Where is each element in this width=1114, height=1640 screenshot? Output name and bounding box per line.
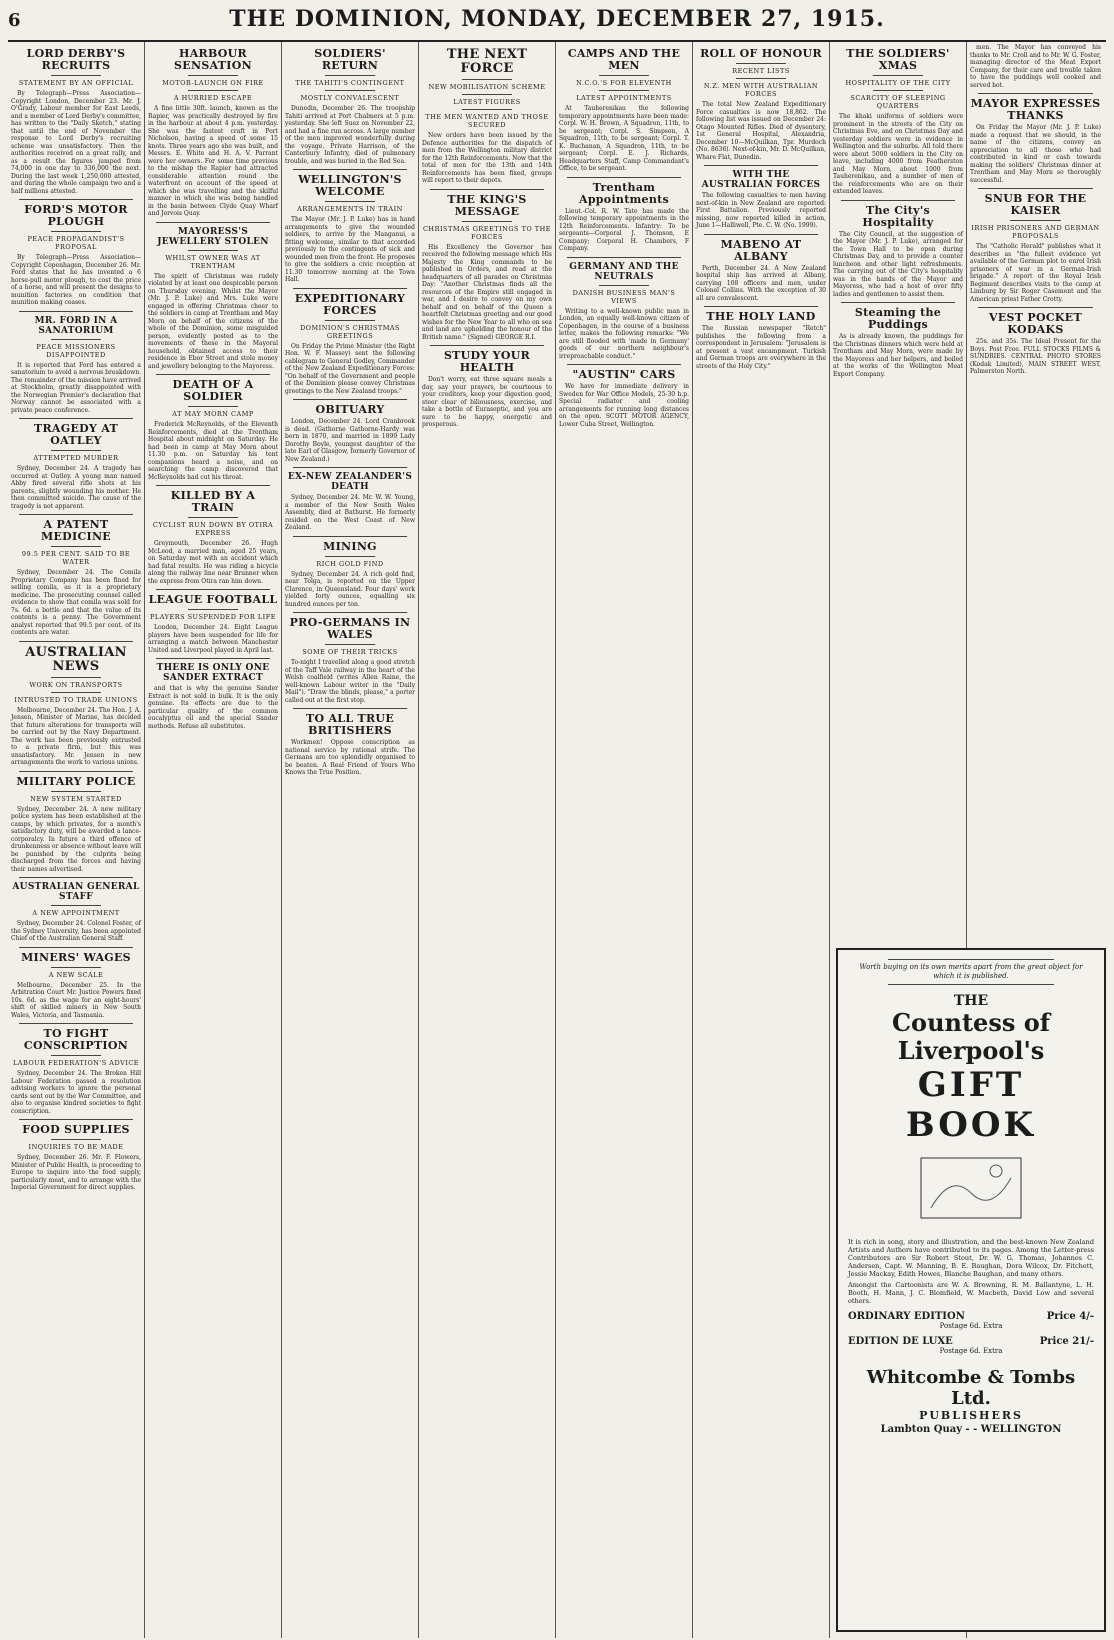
article-headline: A PATENT MEDICINE	[41, 518, 111, 543]
article-body: London, December 24. Lord Cranbrook is dead. (Gathorne Gathorne-Hardy was born in 1870, and married in 1899 Lady Dorothy Boyle, youngest daughter of the late Earl of Glasgow, formerly Governor of New Zealand.)	[285, 418, 415, 463]
article-headline: AUSTRALIAN GENERAL STAFF	[12, 882, 140, 902]
article-body: Sydney, December 24. The Broken Hill Labour Federation passed a resolution advising workers to ignore the personal cards sent out by the War Committee, and also to organise kindred societies to fight conscription.	[11, 1070, 141, 1115]
article	[11, 199, 141, 307]
article-subheading: LATEST APPOINTMENTS	[576, 94, 672, 102]
article-headline: PRO-GERMANS IN WALES	[289, 616, 411, 641]
article-subheading: THE TAHITI'S CONTINGENT	[295, 79, 405, 87]
article	[285, 467, 415, 532]
article	[11, 641, 141, 767]
article-headline: GERMANY AND THE NEUTRALS	[569, 261, 679, 282]
article-body: His Excellency the Governor has received the following message which His Majesty the King commands to be published in Orders, and read at the headquarters of all parades on Christmas Day: "Another Christmas finds all the resources of the Empire still engaged in war, and I desire to convey on my own behalf and on behalf of the Queen a heartfelt Christmas greeting and our good wishes for the New Year to all who on sea and land are upholding the honour of the British name." (Signed) GEORGE R.I.	[422, 243, 552, 341]
article-headline: SNUB FOR THE KAISER	[984, 192, 1087, 217]
article-headline: SOLDIERS' RETURN	[314, 47, 386, 72]
article-subheading: THE MEN WANTED AND THOSE SECURED	[425, 113, 549, 129]
article-body: Greymouth, December 26. Hugh McLeod, a married man, aged 25 years, on Saturday met with an accident which had fatal results. He was riding a bicycle along the railway line near Brunner when the express from Otira ran him down.	[148, 540, 278, 585]
article	[285, 708, 415, 777]
article-body: New orders have been issued by the Defence authorities for the dispatch of men from the Wellington military district for the 12th Reinforcements. Now that the total of men for the 13th and 14th Reinforcements has been fixed, groups will report to their depots.	[422, 132, 552, 184]
article	[11, 311, 141, 415]
newspaper-title: THE DOMINION, MONDAY, DECEMBER 27, 1915.	[229, 6, 885, 32]
article-headline: TO ALL TRUE BRITISHERS	[305, 712, 395, 737]
article-subheading: A NEW SCALE	[48, 970, 104, 979]
publisher-role: PUBLISHERS	[919, 1409, 1023, 1422]
article	[422, 345, 552, 429]
article-subheading: ATTEMPTED MURDER	[33, 454, 119, 462]
column-1	[8, 42, 145, 1638]
article-body: Workmen! Oppose conscription as national service by rational strife. The Germans are too splendidly organised to be beaten. A Real Friend of Yours Who Knows the True Position.	[285, 739, 415, 776]
article-subheading: N.Z. MEN WITH AUSTRALIAN FORCES	[703, 82, 819, 98]
article-body: The City Council, at the suggestion of the Mayor (Mr. J. P. Luke), arranged for the Town Hall to be open during Christmas Day, and to provide a counter luncheon and other light refreshments. The carrying out of the City's hospitality was in the hands of the Mayor and Mayoress, who had a host of over fifty ladies and gentlemen to assist them.	[833, 230, 963, 298]
article	[970, 44, 1101, 89]
article	[285, 536, 415, 609]
article-body: Sydney, December 24. A rich gold find, near Tolga, is reported on the Upper Clarence, in Queensland. Four days' work yielded forty ounces, equalling six hundred ounces per ton.	[285, 570, 415, 608]
article-subheading: PEACE PROPAGANDIST'S PROPOSAL	[27, 235, 125, 251]
article-headline: EX-NEW ZEALANDER'S DEATH	[287, 472, 413, 492]
article	[696, 306, 826, 370]
article	[11, 48, 141, 195]
article-body: On Friday the Mayor (Mr. J. P. Luke) made a request that we should, in the name of the citizens, convey an appreciation to all those who had contributed in kind or cash towards making the soldiers' Christmas dinner at Trentham and May Morn so thoroughly successful.	[970, 124, 1101, 184]
article-headline: THERE IS ONLY ONE SANDER EXTRACT	[156, 663, 270, 683]
article-subheading: WORK ON TRANSPORTS	[29, 680, 123, 689]
article	[148, 222, 278, 371]
gift-book-advertisement: Worth buying on its own merits apart from the great object for which it is published. THE Countess of Liverpool's GIFT BOOK It is rich in song, story and illustration, and the best-known New Zealand Artists and Authors have contributed to its pages. Among the Letter-press Contributors are Sir Robert Stout, Dr. W. G. Thomas, Johannes C. Andersen, Capt. W. Manning, B. E. Baughan, Dora Wilcox, Dr. Fitchett, Jessie Mackay, Edith Howes, Blanche Baughan, and many others. Amongst the Cartoonists are W. A. Browning, R. M. Ballantyne, L. H. Booth, H. Mann, J. C. Blomfield, W. Macbeth, David Low and several others. ORDINARY EDITION Price 4/- Postage 6d. Extra EDITION DE LUXE Price 21/- Postage 6d. Extra Whitcombe & Tombs Ltd. PUBLISHERS Lambton Quay - - WELLINGTON	[836, 948, 1106, 1632]
article	[559, 177, 689, 253]
article	[148, 48, 278, 218]
article-subheading: WHILST OWNER WAS AT TRENTHAM	[165, 253, 261, 270]
article-body: The Russian newspaper "Retch" publishes the following from a correspondent in Jerusalem: "Jerusalem is at present a vast encampment. Turkish and German troops are everywhere in the streets of the Holy City."	[696, 325, 826, 370]
article	[422, 189, 552, 342]
article-subheading: SOME OF THEIR TRICKS	[302, 648, 398, 656]
article-body: Sydney, December 24. The Comila Proprietary Company has been fined for selling comila, as it is a proprietary medicine. The prosecuting counsel called evidence to show that comila was sold for 7s. 6d. a bottle and that the value of its contents is a penny. The Government analyst reported that 99.5 per cent. of its contents are water.	[11, 569, 141, 636]
article	[11, 514, 141, 637]
column-3	[282, 42, 419, 1638]
article-body: Sydney, December 24. A new military police system has been established at the camps, by which privates, for a month's satisfactory duty, will be awarded a lance-corporalcy. In future a third offence of drunkenness or absence without leave will be punished by the culprits being discharged from the forces and having their names advertised.	[11, 805, 141, 873]
article-subheading: A NEW APPOINTMENT	[32, 909, 120, 917]
article-headline: TRAGEDY AT OATLEY	[34, 422, 118, 447]
article	[559, 48, 689, 173]
gift-body-2: Amongst the Cartoonists are W. A. Browning, R. M. Ballantyne, L. H. Booth, H. Mann, J. C. Blomfield, W. Macbeth, David Low and several others.	[848, 1281, 1094, 1305]
article-body: Writing to a well-known public man in London, an equally well-known citizen of Copenhagen, in the course of a business letter, makes the following remarks: "We are still flooded with 'made in Germany' goods of our northern neighbour's irreproachable conduct."	[559, 307, 689, 360]
article-body: 25s. and 35s. The Ideal Present for the Boys. Post Free. FULL STOCKS FILMS & SUNDRIES. CENTRAL PHOTO STORES (Kodak Limited), MAIN STREET WEST, Palmerston North.	[970, 338, 1101, 375]
article-headline: CAMPS AND THE MEN	[567, 47, 681, 72]
article-body: men. The Mayor has conveyed his thanks to Mr. Croll and to Mr. W. G. Foster, managing director of the Meat Export Company, for their care and trouble taken to have the puddings well cooked and served hot.	[970, 44, 1101, 89]
article-subheading: A HURRIED ESCAPE	[173, 94, 253, 102]
article-headline: THE HOLY LAND	[706, 310, 816, 323]
article-headline: AUSTRALIAN NEWS	[25, 644, 127, 674]
article-headline: MILITARY POLICE	[16, 774, 136, 788]
article-headline: OBITUARY	[315, 403, 385, 416]
article-headline: FOOD SUPPLIES	[22, 1123, 130, 1136]
article-body: The "Catholic Herald" publishes what it describes as "the fullest evidence yet available of the German plot to enrol Irish prisoners of war in a German-Irish brigade." A report of the Royal Irish Regiment describes visits to the camp at Limburg by Sir Roger Casement and the American priest Father Crotty.	[970, 243, 1101, 303]
article-body: London, December 24. Eight League players have been suspended for life for arranging a match between Manchester United and Liverpool played in April last.	[148, 624, 278, 654]
article-body: Sydney, December 26. Mr. F. Flowers, Minister of Public Health, is proceeding to Europe to inquire into the food supply, particularly meat, and to arrange with the Imperial Government for direct supplies.	[11, 1154, 141, 1191]
article	[285, 48, 415, 165]
article-headline: Steaming the Puddings	[854, 306, 942, 331]
article	[285, 399, 415, 463]
article-body: The total New Zealand Expeditionary Force casualties is now 18,862. The following list was issued on December 24: Otago Mounted Rifles. Died of dysentery, 1st General Hospital, Alexandria, December 10—McQuilkan, Tpr. Murdoch (No. 8636). Next-of-kin, Mr. D. McQuilkan, Whare Flat, Dunedin.	[696, 101, 826, 161]
article-subheading: N.C.O.'S FOR ELEVENTH	[576, 79, 672, 87]
article-subheading: NEW MOBILISATION SCHEME	[428, 83, 546, 91]
article-headline: Trentham Appointments	[578, 180, 670, 206]
article-body: Lieut.-Col. R. W. Tate has made the following temporary appointments in the 12th Reinforcements. Infantry: To be sergeants—Corporal J. Thomson, E Company; Corporal H. Chambers, F Company.	[559, 207, 689, 252]
article	[422, 48, 552, 185]
article-subheading: LATEST FIGURES	[453, 98, 521, 106]
publisher-name: Whitcombe & Tombs Ltd.	[866, 1367, 1076, 1409]
article-subheading: IRISH PRISONERS AND GERMAN PROPOSALS	[971, 224, 1100, 240]
article-headline: MR. FORD IN A SANATORIUM	[34, 315, 118, 336]
article	[285, 612, 415, 704]
article-headline: KILLED BY A TRAIN	[170, 489, 256, 514]
gift-title: Countess of Liverpool's	[891, 1008, 1051, 1065]
article	[148, 658, 278, 730]
deluxe-edition: EDITION DE LUXE Price 21/-	[848, 1336, 1094, 1347]
article-subheading: INQUIRIES TO BE MADE	[28, 1143, 124, 1151]
article	[970, 93, 1101, 184]
article-headline: DEATH OF A SOLDIER	[172, 378, 254, 403]
gift-the: THE	[953, 993, 989, 1009]
article-body: Dunedin, December 26. The troopship Tahiti arrived at Port Chalmers at 5 p.m. yesterday. She left Suez on November 22, and had a fine run across. A large number of the men improved wonderfully during the voyage. Private Harrison, of the Canterbury Infantry, died of pulmonary trouble, and was buried in the Red Sea.	[285, 105, 415, 165]
article-headline: THE NEXT FORCE	[446, 47, 528, 76]
article-body: On Friday the Prime Minister (the Right Hon. W. F. Massey) sent the following cablegram to General Godley, Commander of the New Zealand Expeditionary Forces: "On behalf of the Government and people of the Dominion please convey Christmas greetings to the New Zealand troops."	[285, 342, 415, 395]
column-6	[693, 42, 830, 1638]
article-headline: The City's Hospitality	[862, 203, 934, 229]
article	[285, 169, 415, 284]
article	[833, 200, 963, 299]
publisher-address: Lambton Quay - - WELLINGTON	[880, 1424, 1062, 1435]
article	[833, 302, 963, 378]
article	[970, 307, 1101, 376]
masthead	[8, 6, 1106, 42]
article-body: To-night I travelled along a good stretch of the Taff Vale railway in the heart of the Welsh coalfield (writes Allen Raine, the well-known Labour writer in the "Daily Mail"). "Draw the blinds, please," a porter called out at the first stop.	[285, 659, 415, 704]
column-4	[419, 42, 556, 1638]
gift-book-word: GIFT BOOK	[905, 1065, 1037, 1145]
gift-note: Worth buying on its own merits apart from the great object for which it is published.	[859, 963, 1083, 980]
book-illustration	[911, 1153, 1031, 1223]
article	[833, 48, 963, 196]
article-body: By Telegraph—Press Association—Copyright London, December 23. Mr. J. O'Grady, Labour member for East Leeds, and a member of Lord Derby's committee, has written to the "Daily Sketch," stating that until the end of November the response to Lord Derby's recruiting scheme was unsatisfactory. Then the authorities received on a great rally, and as a result the figures jumped from 74,000 in one day to 336,000 the next. During the last week 1,250,000 attested, and during the whole campaign two and a half millions attested.	[11, 90, 141, 195]
article-body: Melbourne, December 24. The Hon. J. A. Jensen, Minister of Marine, has decided that future alterations for transports will be carried out by the Navy Department. The work has been previously entrusted to a private firm, but this was unsatisfactory. Mr. Jensen in new arrangements the work to various unions.	[11, 706, 141, 766]
article-headline: HARBOUR SENSATION	[174, 47, 252, 72]
article	[285, 288, 415, 396]
article-headline: STUDY YOUR HEALTH	[443, 349, 531, 374]
ordinary-edition: ORDINARY EDITION Price 4/-	[848, 1311, 1094, 1322]
article-headline: THE SOLDIERS' XMAS	[846, 47, 950, 72]
article-subheading: NEW SYSTEM STARTED	[30, 794, 122, 803]
article-body: Melbourne, December 25. In the Arbitration Court Mr. Justice Powers fixed 10s. 6d. as the wage for an eight-hours' shift of skilled miners in New South Wales, Victoria, and Tasmania.	[11, 981, 141, 1019]
article-subheading: RICH GOLD FIND	[316, 559, 384, 568]
article-headline: MAYOR EXPRESSES THANKS	[970, 97, 1101, 122]
article-headline: MABENO AT ALBANY	[720, 237, 802, 263]
article-headline: ROLL OF HONOUR	[700, 47, 822, 60]
article	[148, 485, 278, 585]
article-subheading: PLAYERS SUSPENDED FOR LIFE	[150, 613, 276, 621]
article-body: The khaki uniforms of soldiers were prominent in the streets of the City on Christmas Eve, and on Christmas Day and yesterday soldiers were in evidence in Wellington and the suburbs. All told there were about 5000 soldiers in the City on leave, including 4000 from Featherston and May Morn, about 1000 from Tauherenikau, and a number of men of the reinforcements who are on their extended leaves.	[833, 113, 963, 195]
article	[559, 257, 689, 361]
article-headline: TO FIGHT CONSCRIPTION	[23, 1027, 129, 1052]
article-subheading: 99.5 PER CENT. SAID TO BE WATER	[21, 550, 131, 566]
article-headline: LEAGUE FOOTBALL	[148, 593, 278, 606]
article	[11, 1023, 141, 1115]
article	[148, 374, 278, 481]
article-subheading: PEACE MISSIONERS DISAPPOINTED	[36, 342, 116, 359]
article	[11, 1119, 141, 1192]
article-body: As is already known, the puddings for the Christmas dinners which were held at Trentham and May Morn, were made by the Mayoress and her helpers, and boiled at the works of the Wellington Meat Export Company.	[833, 333, 963, 378]
article-body: Perth, December 24. A New Zealand hospital ship has arrived at Albany, carrying 108 officers and men, under Colonel Collins. With the exception of 30 all are convalescent.	[696, 264, 826, 302]
article-headline: THE KING'S MESSAGE	[447, 192, 527, 218]
article	[148, 589, 278, 654]
article-body: The following casualties to men having next-of-kin in New Zealand are reported: First Battalion. Previously reported missing, now reported killed in action, June 1—Halliwell, Pte. C. W. (No. 1999).	[696, 192, 826, 229]
article-subheading: ARRANGEMENTS IN TRAIN	[297, 205, 403, 213]
article-subheading: MOTOR-LAUNCH ON FIRE	[162, 79, 264, 87]
article-body: Sydney, December 24. Mr. W. W. Young, a member of the New South Wales Assembly, died at Bathurst. He formerly resided on the West Coast of New Zealand.	[285, 494, 415, 531]
article-headline: LORD DERBY'S RECRUITS	[26, 47, 126, 72]
article-body: Don't worry, eat three square meals a day, say your prayers, be courteous to your creditors, keep your digestion good, steer clear of biliousness, exercise, and take a bottle of Euraseptic, and you are sure to be happy, energetic and prosperous.	[422, 376, 552, 428]
article-body: At Tauherenikau the following temporary appointments have been made: Corpl. W. H. Brown, A Squadron, 11th, to be sergeant; Corpl. S. Simpson, A Squadron, 11th, to be sergeant; Corpl. T. K. Buchanan, A Squadron, 11th, to be sergeant; Corpl. E. J. Richards, Headquarters Staff, Camp Commandant's Office, to be sergeant.	[559, 105, 689, 172]
column-5	[556, 42, 693, 1638]
article-body: and that is why the genuine Sander Extract is not sold in bulk. It is the only genuine. Its effects are due to the particular quality of the common eucalyptus oil and the special Sander methods. Refuse all substitutes.	[148, 685, 278, 730]
article-body: The spirit of Christmas was rudely violated by at least one despicable person on Thursday evening. Whilst the Mayor (Mr. J. P. Luke) and Mrs. Luke were engaged in offering Christmas cheer to the soldiers in camp at Trentham and May Morn on behalf of the citizens of the whole of the Dominion, some misguided person, evidently posted as to the movements of these in the Mayoral household, obtained access to their residence in Ebor Street and stole money and jewellery belonging to the Mayoress.	[148, 272, 278, 370]
article-headline: VEST POCKET KODAKS	[989, 311, 1082, 336]
page-number: 6	[8, 10, 21, 31]
article-body: Sydney, December 24. A tragedy has occurred at Oatley. A young man named Abby fired several rifle shots at his parents, slightly wounding his mother. He then committed suicide. The cause of the tragedy is not apparent.	[11, 465, 141, 510]
article	[11, 418, 141, 510]
column-2	[145, 42, 282, 1638]
article-headline: MAYORESS'S JEWELLERY STOLEN	[157, 226, 269, 247]
article-subheading: MOSTLY CONVALESCENT	[300, 94, 400, 102]
article	[696, 48, 826, 161]
article-subheading: AT MAY MORN CAMP	[172, 410, 254, 418]
article-subheading: RECENT LISTS	[732, 67, 790, 75]
article-subheading: DOMINION'S CHRISTMAS GREETINGS	[299, 323, 401, 340]
article-subheading: CHRISTMAS GREETINGS TO THE FORCES	[422, 224, 552, 241]
article-subheading: STATEMENT BY AN OFFICIAL	[18, 79, 134, 87]
gift-body: It is rich in song, story and illustration, and the best-known New Zealand Artists and Authors have contributed to its pages. Among the Letter-press Contributors are Sir Robert Stout, Dr. W. G. Thomas, Johannes C. Andersen, Capt. W. Manning, B. E. Baughan, Dora Wilcox, Dr. Fitchett, Jessie Mackay, Edith Howes, Blanche Baughan, and many others.	[848, 1238, 1094, 1278]
article-body: It is reported that Ford has entered a sanatorium to avoid a nervous breakdown. The remainder of the mission have arrived at Stockholm, greatly disappointed with the Norwegian Premier's declaration that Norway cannot be associated with a private peace conference.	[11, 361, 141, 414]
article	[11, 771, 141, 874]
article-headline: "AUSTIN" CARS	[572, 368, 676, 381]
article-body: Sydney, December 24. Colonel Foster, of the Sydney University, has been appointed Chief of the Australian General Staff.	[11, 920, 141, 942]
article	[11, 877, 141, 943]
article-body: By Telegraph—Press Association—Copyright Copenhagen, December 26. Mr. Ford states that he has invented a 6 horse-pull motor plough, to cost the price of a horse, and will present the designs to munition factories on condition that munition making ceases.	[11, 254, 141, 306]
article-headline: WELLINGTON'S WELCOME	[298, 173, 402, 198]
article-subheading: LABOUR FEDERATION'S ADVICE	[12, 1059, 140, 1067]
article	[696, 234, 826, 303]
article-body: The Mayor (Mr. J. P. Luke) has in hand arrangements to give the wounded soldiers, to arrive by the Manganui, a fitting welcome, similar to that accorded previously to the contingents of sick and wounded men from the front. He proposes to give the soldiers a civic reception at 11.30 tomorrow morning at the Town Hall.	[285, 216, 415, 283]
article-headline: MINERS' WAGES	[21, 950, 131, 964]
article-body: Frederick McReynolds, of the Eleventh Reinforcements, died at the Trentham Hospital about midnight on Saturday. He had been in camp at May Morn about 11.30 p.m. on Saturday his tent companions heard a noise, and on searching the camp discovered that McReynolds had cut his throat.	[148, 421, 278, 481]
article-headline: FORD'S MOTOR PLOUGH	[24, 203, 128, 228]
article-headline: WITH THE AUSTRALIAN FORCES	[701, 170, 821, 190]
article-subheading: INTRUSTED TO TRADE UNIONS	[14, 695, 138, 704]
article	[11, 947, 141, 1020]
article-body: A fine little 30ft. launch, known as the Rapier, was practically destroyed by fire in the harbour at about 4 p.m. yesterday. She was the fastest craft in Port Nicholson, having a speed of some 15 knots. Three years ago she was built, and Messrs. E. White and H. A. V. Parrant were her owners. For some time previous to the mishap the Rapier had attracted considerable attention round the waterfront on account of the speed at which she was travelling and the skilful manner in which she was being handled in the basin between Clyde Quay Wharf and Jervois Quay.	[148, 105, 278, 217]
article-headline: EXPEDITIONARY FORCES	[294, 291, 406, 317]
article-subheading: HOSPITALITY OF THE CITY	[845, 79, 951, 87]
article-subheading: SCARCITY OF SLEEPING QUARTERS	[850, 94, 946, 110]
article-subheading: CYCLIST RUN DOWN BY OTIRA EXPRESS	[152, 521, 274, 537]
article	[559, 364, 689, 428]
article-subheading: DANISH BUSINESS MAN'S VIEWS	[572, 288, 676, 305]
article-body: We have for immediate delivery in Sweden for War Office Models, 25-30 h.p. Special radiator and cooling arrangements for running long distances on the open. SCOTT MOTOR AGENCY, Lower Cuba Street, Wellington.	[559, 383, 689, 428]
article	[696, 165, 826, 230]
article-headline: MINING	[323, 539, 377, 553]
article	[970, 188, 1101, 303]
